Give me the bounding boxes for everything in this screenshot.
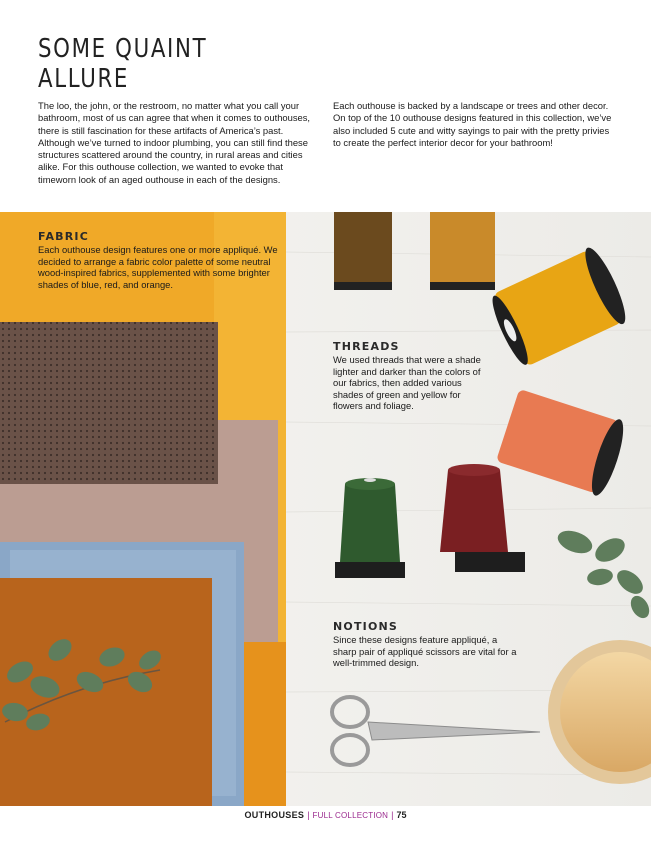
footer-title: OUTHOUSES (244, 810, 305, 820)
threads-caption (333, 340, 483, 412)
supplies-photo (0, 212, 651, 806)
fabric-brown-dot (0, 322, 218, 484)
page-title (38, 34, 251, 94)
spool-gold (430, 212, 495, 290)
fabric-rust (0, 578, 212, 806)
intro-paragraph-left: The loo, the john, or the restroom, no matter what you call your bathroom, most of us can agree that when it comes to outhouses, there is still fascination for these artifacts of America’s past. Although we’ve turned to indoor plumbing, you can still find these structures scattered around the country, in rural areas and cities alike. For this outhouse collection, we wanted to evoke that timeworn look of an aged outhouse in each of the designs. (38, 100, 311, 185)
footer-subtitle: FULL COLLECTION (312, 811, 389, 820)
notions-heading: NOTIONS (333, 620, 399, 633)
spool-green (335, 478, 405, 578)
notions-caption (333, 620, 523, 669)
page-title-line-2: ALLURE (38, 64, 130, 94)
fabric-heading: FABRIC (38, 230, 89, 243)
fabric-body: Each outhouse design features one or more appliqué. We decided to arrange a fabric color palette of some neutral wood-inspired fabrics, supplemented with some brighter shades of blue, red, and orange. (38, 244, 278, 290)
fabric-caption (38, 230, 278, 290)
footer-page-number: 75 (396, 810, 407, 820)
supplies-photo-illustration (0, 212, 651, 806)
threads-body: We used threads that were a shade lighter and darker than the colors of our fabrics, then added various shades of green and yellow for flowers and foliage. (333, 354, 481, 411)
intro-paragraph-right: Each outhouse is backed by a landscape or trees and other decor. On top of the 10 outhouse designs featured in this collection, we’ve also included 5 cute and witty sayings to pair with the pretty privies to create the perfect interior decor for your bathroom! (333, 100, 612, 148)
spool-brown (334, 212, 392, 290)
threads-heading: THREADS (333, 340, 400, 353)
page-title-line-1: SOME QUAINT (38, 34, 208, 64)
footer-separator-1: | (307, 810, 310, 820)
fabric-orange (244, 642, 286, 806)
page-footer (0, 809, 651, 822)
footer-separator-2: | (391, 810, 394, 820)
notions-body: Since these designs feature appliqué, a sharp pair of appliqué scissors are vital for a well-trimmed design. (333, 634, 517, 668)
